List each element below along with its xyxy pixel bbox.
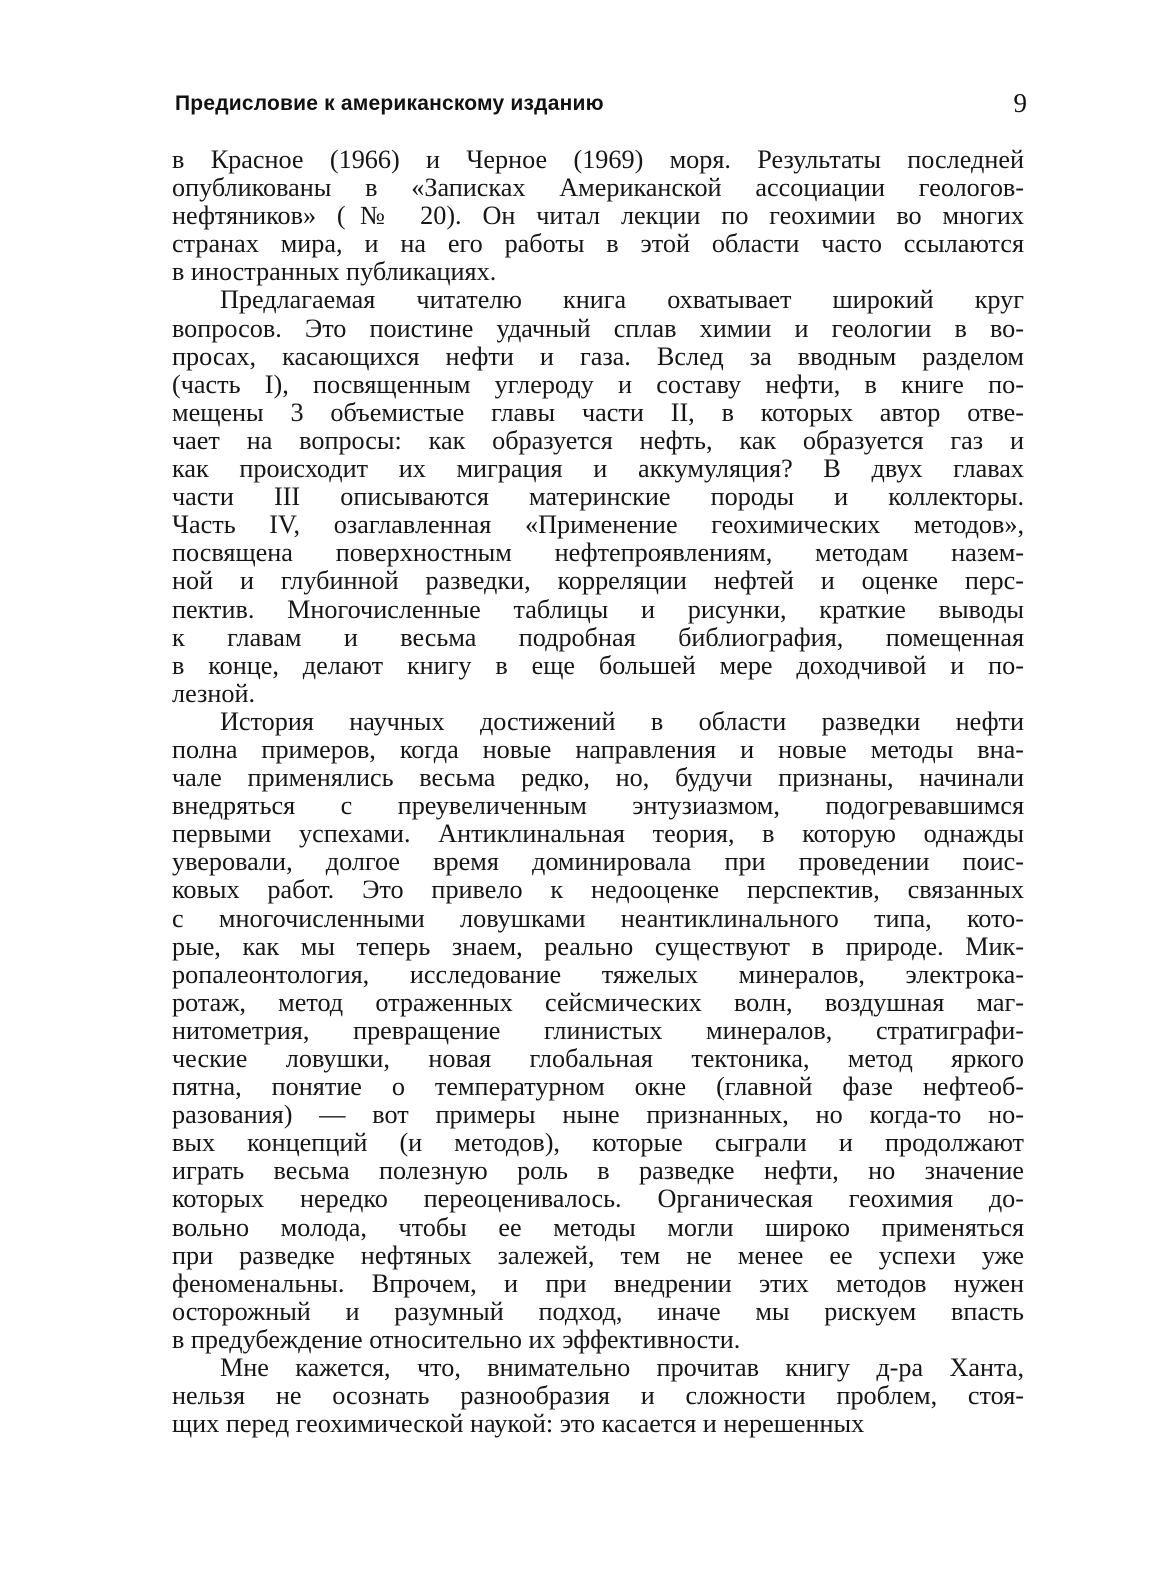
text-line: Мне кажется, что, внимательно прочитав книгу д-ра Ханта, xyxy=(220,1353,1024,1383)
text-line: Часть IV, озаглавленная «Применение геохимических методов», xyxy=(172,510,1024,540)
text-line: опубликованы в «Записках Американской ассоциации геологов- xyxy=(172,173,1024,203)
text-line: как происходит их миграция и аккумуляция? В двух главах xyxy=(172,454,1024,484)
text-line: История научных достижений в области разведки нефти xyxy=(220,706,1024,736)
text-line: лезной. xyxy=(172,678,256,708)
running-head xyxy=(175,88,1027,124)
text-line: к главам и весьма подробная библиография, помещенная xyxy=(172,622,1024,652)
text-line: ческие ловушки, новая глобальная тектоника, метод яркого xyxy=(172,1044,1024,1073)
body-text xyxy=(172,146,1024,1438)
text-line: полна примеров, когда новые направления и новые методы вна- xyxy=(172,734,1024,764)
text-line: Предлагаемая читателю книга охватывает широкий круг xyxy=(220,285,1024,315)
text-line: мещены 3 объемистые главы части II, в которых автор отве- xyxy=(172,397,1024,427)
page-number: 9 xyxy=(1013,88,1027,118)
text-line: вых концепций (и методов), которые сыграли и продолжают xyxy=(172,1128,1024,1158)
text-line: посвящена поверхностным нефтепроявлениям, методам назем- xyxy=(172,538,1024,568)
text-line: чает на вопросы: как образуется нефть, как образуется газ и xyxy=(172,425,1024,455)
text-line: вольно молода, чтобы ее методы могли широко применяться xyxy=(172,1212,1024,1242)
text-line: рые, как мы теперь знаем, реально существуют в природе. Мик- xyxy=(172,931,1024,961)
text-line: ковых работ. Это привело к недооценке перспектив, связанных xyxy=(172,875,1024,905)
text-line: (часть I), посвященным углероду и составу нефти, в книге по- xyxy=(172,369,1024,399)
text-line: в иностранных публикациях. xyxy=(172,257,497,287)
running-title: Предисловие к американскому изданию xyxy=(175,92,604,115)
text-line: странах мира, и на его работы в этой области часто ссылаются xyxy=(172,229,1024,259)
text-line: с многочисленными ловушками неантиклинального типа, кото- xyxy=(172,903,1024,933)
text-line: осторожный и разумный подход, иначе мы рискуем впасть xyxy=(172,1296,1024,1326)
text-line: щих перед геохимической наукой: это касается и нерешенных xyxy=(172,1409,865,1439)
text-line: в конце, делают книгу в еще большей мере доходчивой и по- xyxy=(172,650,1024,680)
text-line: пятна, понятие о температурном окне (главной фазе нефтеоб- xyxy=(172,1072,1024,1102)
paragraph xyxy=(172,708,1024,1354)
text-line: разования) — вот примеры ныне признанных, но когда-то но- xyxy=(172,1100,1024,1130)
paragraph xyxy=(172,146,1024,286)
text-line: при разведке нефтяных залежей, тем не менее ее успехи уже xyxy=(172,1240,1024,1270)
text-line: нитометрия, превращение глинистых минералов, стратиграфи- xyxy=(172,1015,1024,1045)
text-line: уверовали, долгое время доминировала при проведении поис- xyxy=(172,847,1024,877)
text-line: нельзя не осознать разнообразия и сложности проблем, стоя- xyxy=(172,1381,1024,1411)
text-line: пектив. Многочисленные таблицы и рисунки, краткие выводы xyxy=(172,594,1024,624)
text-line: в Красное (1966) и Черное (1969) моря. Результаты последней xyxy=(172,145,1024,174)
text-line: ропалеонтология, исследование тяжелых минералов, электрока- xyxy=(172,959,1024,989)
text-line: вопросов. Это поистине удачный сплав химии и геологии в во- xyxy=(172,313,1024,343)
text-line: играть весьма полезную роль в разведке нефти, но значение xyxy=(172,1156,1024,1186)
text-line: ротаж, метод отраженных сейсмических волн, воздушная маг- xyxy=(172,987,1024,1017)
paragraph xyxy=(172,1354,1024,1438)
text-line: которых нередко переоценивалось. Органическая геохимия до- xyxy=(172,1184,1024,1214)
text-line: ной и глубинной разведки, корреляции нефтей и оценке перс- xyxy=(172,566,1024,596)
text-line: нефтяников» (№ 20). Он читал лекции по геохимии во многих xyxy=(172,201,1024,231)
text-line: просах, касающихся нефти и газа. Вслед за вводным разделом xyxy=(172,341,1024,371)
text-line: первыми успехами. Антиклинальная теория, в которую однажды xyxy=(172,819,1024,849)
paragraph xyxy=(172,286,1024,707)
text-line: феноменальны. Впрочем, и при внедрении этих методов нужен xyxy=(172,1268,1024,1298)
text-line: чале применялись весьма редко, но, будучи признаны, начинали xyxy=(172,763,1024,793)
text-line: части III описываются материнские породы и коллекторы. xyxy=(172,482,1024,512)
text-line: внедряться с преувеличенным энтузиазмом, подогревавшимся xyxy=(172,791,1024,821)
text-line: в предубеждение относительно их эффективности. xyxy=(172,1324,741,1354)
